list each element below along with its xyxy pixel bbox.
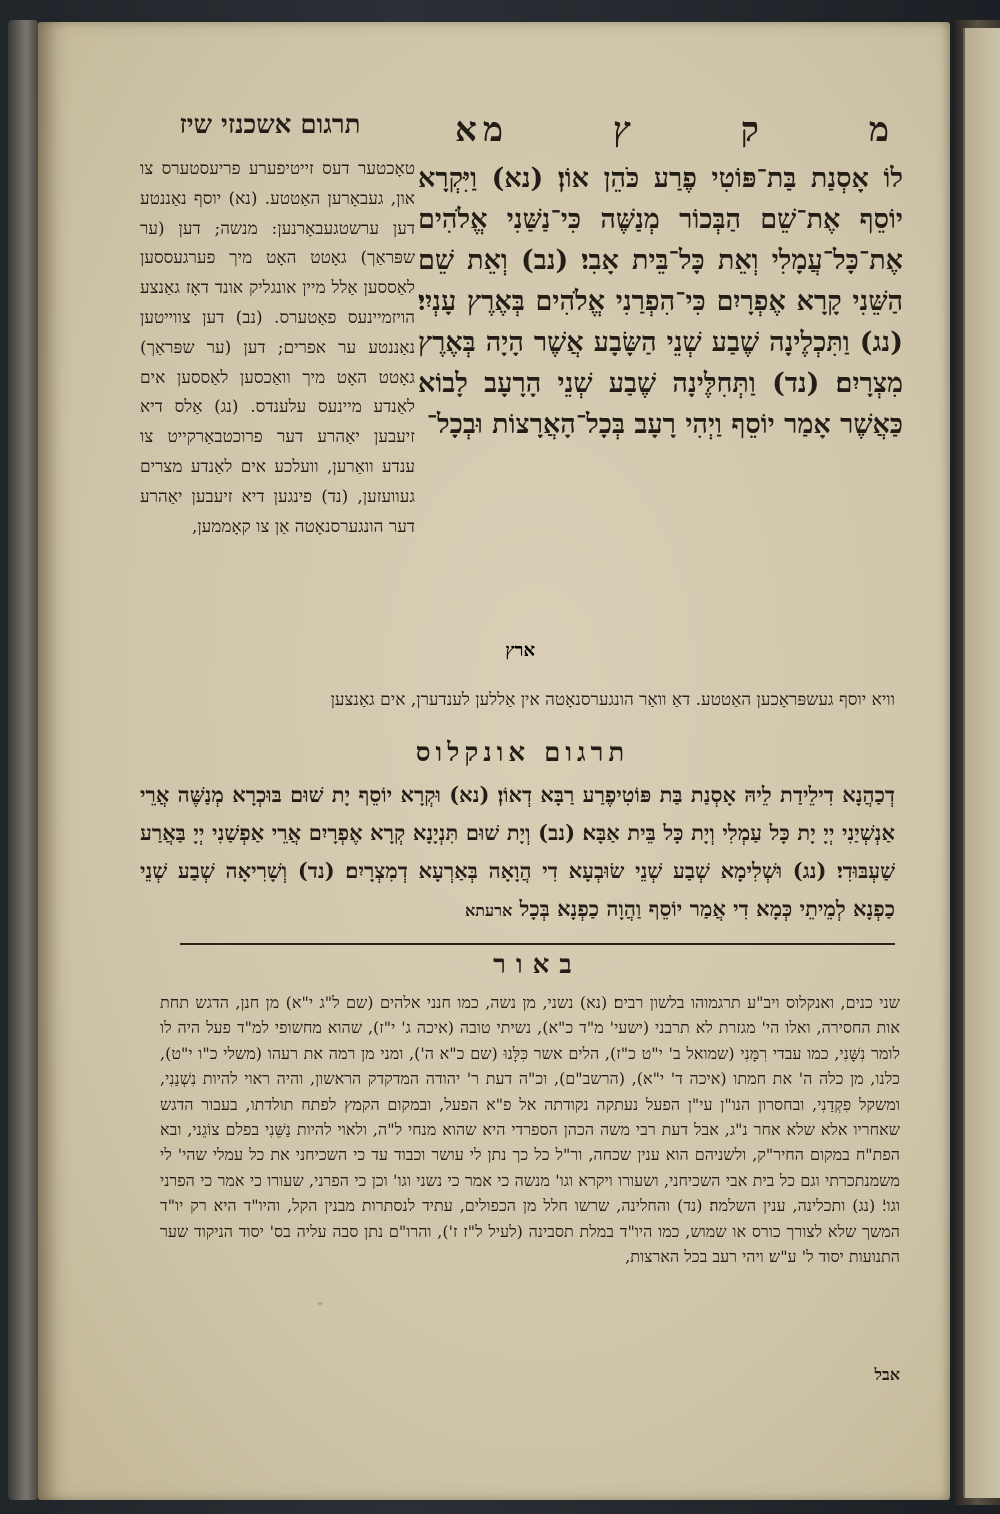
- german-translation-column: טאָכטער דעס זייטיפערע פריעסטערס צו און, געבאָרען האַטטע. (נא) יוסף נאַננטע דען ערשטגעבאָרנען: מנשה; דען (ער שפּראַך) גאָטט האָט מיך פערגעססען לאַססען אַלל מיין אונגליק אונד דאָז גאַנצע הויזמיינעס פאַטערס. (נב) דען צווייטען נאַננטע ער אפרים; דען (ער שפּראַך) גאָטט האָט מיך וואַכסען לאַססען אים לאַנדע מיינעס עלענדס. (נג) אַלס דיא זיעבען יאַהרע דער פרוכטבאַרקייט צו ענדע וואַרען, וועלכע אים לאַנדע מצרים געוועזען, (נד) פינגען דיא זיעבען יאַהרע דער הונגערסנאָטה אַן צו קאָממען,: [140, 159, 415, 537]
- page-header-main: [455, 105, 895, 155]
- facing-page: [955, 20, 1000, 1505]
- onkelos-catchword: ארעתא: [465, 901, 513, 920]
- catchword-main: ארץ: [505, 640, 535, 661]
- german-translation-continuation: וויא יוסף געשפּראָכען האַטטע. דאַ וואַר הונגערסנאָטה אין אַללען לענדערן, אים גאַנצען: [330, 690, 895, 710]
- main-torah-text: לוֹ אָסְנַת בַּת־פּוֹטִי פֶרַע כֹּהֵן אוֹן׃ (נא) וַיִּקְרָא יוֹסֵף אֶת־שֵׁם הַבְּכוֹר מְנַשֶּׁה כִּי־נַשַּׁנִי אֱלֹהִים אֶת־כָּל־עֲמָלִי וְאֵת כָּל־בֵּית אָבִי׃ (נב) וְאֵת שֵׁם הַשֵּׁנִי קָרָא אֶפְרָיִם כִּי־הִפְרַנִי אֱלֹהִים בְּאֶרֶץ עָנְיִי׃ (נג) וַתִּכְלֶינָה שֶׁבַע שְׁנֵי הַשָּׂבָע אֲשֶׁר הָיָה בְּאֶרֶץ מִצְרָיִם׃ (נד) וַתְּחִלֶּינָה שֶׁבַע שְׁנֵי הָרָעָב לָבוֹא כַּאֲשֶׁר אָמַר יוֹסֵף וַיְהִי רָעָב בְּכָל־הָאֲרָצוֹת וּבְכָל־: [418, 163, 903, 440]
- onkelos-body: דְכַהֲנָא דִילֵידַת לֵיהּ אָסְנַת בַּת פּוֹטִיפֶרַע רַבָּא דְאוֹן׃ (נא) וּקְרָא יוֹסֵף יָת שׁוּם בּוּכְרָא מְנַשֶּׁה אֲרֵי אַנְשְׁיַנִי יְיָ יָת כָּל עַמְלִי וְיָת כָּל בֵּית אַבָּא׃ (נב) וְיָת שׁוּם תִּנְיָנָא קְרָא אֶפְרָיִם אֲרֵי אַפְשַׁנִי יְיָ בַּאֲרַע שַׁעְבּוּדִי׃ (נג) וּשְׁלִימָא שְׁבַע שְׁנֵי שׂוּבְעָא דִי הֲוָאָה בְּאַרְעָא דְמִצְרָיִם׃ (נד) וְשָׁרִיאָה שְׁבַע שְׁנֵי כַפְנָא לְמֵיתֵי כְּמָא דִי אֲמַר יוֹסֵף וַהֲוָה כַפְנָא בְּכָל: [140, 782, 895, 921]
- header-letter: מ: [868, 110, 895, 150]
- onkelos-text: [140, 776, 895, 936]
- header-page-number: מא: [455, 110, 510, 150]
- header-letter: ק: [740, 110, 765, 150]
- book-spine-edge: [8, 20, 38, 1500]
- biur-commentary: שני כנים, ואנקלוס ויב"ע תרגמוהו בלשון רבים׃ (נא) נשני, מן נשה, כמו חנני אלהים (שם ל"ג י"א) מן חנן, הדגש תחת אות החסירה, ואלו הי' מגזרת לא תרבני (ישעי' מ"ד כ"א), נשיתי טובה (איכה ג' י"ז), שהוא מחשופי למ"ד פעל היה לו לומר נִשָּׁנִי, כמו עבדי רִמָּנִי (שמואל ב' י"ט כ"ז), הלים אשר כִּלָּנוּ (שם כ"א ה'), ומני מן רמה את רעהו (משלי כ"ו י"ט), כלנו, מן כלה ה' את חמתו (איכה ד' י"א), (הרשב"ם), וכ"ה דעת ר' יהודה המדקדק הראשון, והיה ראוי להיות נִשְׁנַנִי, ומשקל פִקְדַנִי, ובחסרון הנו"ן עי"ן הפעל נעתקה נקודתה אל פ"א הפעל, ובמקום הקמץ לפתח תולדתו, בעבור הדגש שאחריו אלא שלא אחר נ"ג, אבל דעת רבי משה הכהן הספרדי היא שהוא מנחי ל"ה, ולאוי להיות נַשֵּׁנִי בפלם צוֹגֵני, ובא הפת"ח במקום החיר"ק, ולשניהם הוא ענין שכחה, ור"ל כל כך נתן לי עושר וכבוד עד כי השכיחני את כל עמלי שהי' לי משמנתכרתי וגם כל בית אבי השכיחני, ושעורו ויקרא וגו' מנשה כי אמר כי נשני וגו' וכן כי הפרני, שעורו כי אמר כי הפרני וגו'׃ (נג) ותכלינה, ענין השלמה׃ (נד) והחלינה, שרשו חלל מן הכפולים, עתיד לנסתרות מבנין הקל, והיו"ד היא רק יו"ד המשך שלא לצורך כורס או שמוש, כמו היו"ד במלת תסבינה (לעיל ל"ז ז'), והרו"ם נתן סבה עליה בס' יסוד הניקוד שער התנועות יסוד ל' ע"ש׃ ויהי רעב בכל הארצות,: [160, 993, 900, 1267]
- onkelos-heading: תרגום אונקלוס: [415, 738, 630, 768]
- biur-heading: באור: [493, 950, 582, 980]
- header-letter: ץ: [612, 110, 637, 150]
- divider-rule: [180, 943, 895, 945]
- page-header-side: תרגום אשכנזי שיז: [179, 110, 361, 140]
- catchword-biur: אבל: [874, 1365, 900, 1384]
